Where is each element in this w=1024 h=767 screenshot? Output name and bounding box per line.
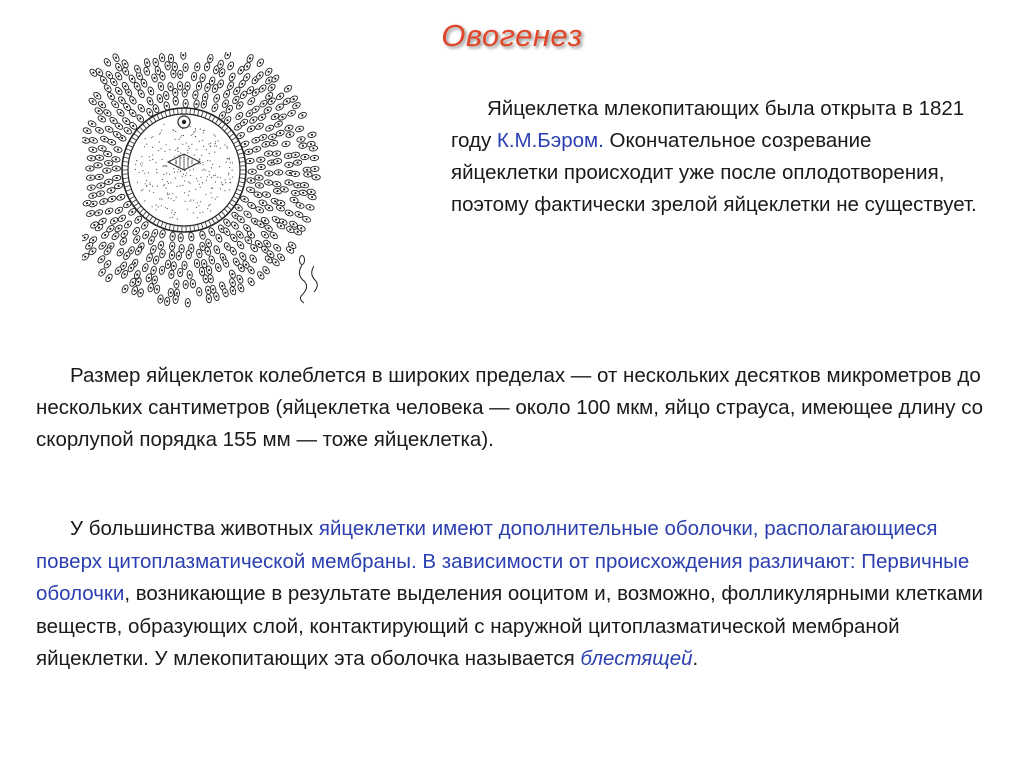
paragraph-membranes-text2: , возникающие в результате выделения ооцитом и, возможно, фолликулярными клетками веществ, образующих слой, контактирующий с наружной цитоплазматической мембраной яйцеклетки. У млекопитающих эта оболочка называется [36,582,983,670]
paragraph-size [36,360,996,456]
paragraph-size-text: Размер яйцеклеток колеблется в широких пределах — от нескольких десятков микрометров до нескольких сантиметров (яйцеклетка человека — около 100 мкм, яйцо страуса, имеющее длину со скорлупой порядка 155 мм — тоже яйцеклетка). [36,364,984,451]
paragraph-discovery-text-before: Яйцеклетка млекопитающих была открыта в 1821 году [451,97,965,152]
zona-pellucida-term: блестящей [580,647,693,670]
baer-name-highlight: К.М.Бэром. [496,129,604,152]
egg-cell-icon [82,52,342,312]
paragraph-membranes-text1: У большинства животных [70,517,319,540]
page-title: Овогенез [441,18,583,53]
paragraph-discovery [451,93,981,221]
paragraph-membranes [36,513,996,676]
paragraph-discovery-text-after: Окончательное созревание яйцеклетки происходит уже после оплодотворения, поэтому фактически зрелой яйцеклетки не существует. [451,129,977,216]
paragraph-membranes-text3: . [692,647,699,670]
egg-cell-illustration [82,52,342,312]
membranes-highlight: яйцеклетки имеют дополнительные оболочки, располагающиеся поверх цитоплазматической мембраны. В зависимости от происхождения различают: Первичные оболочки [36,517,970,605]
